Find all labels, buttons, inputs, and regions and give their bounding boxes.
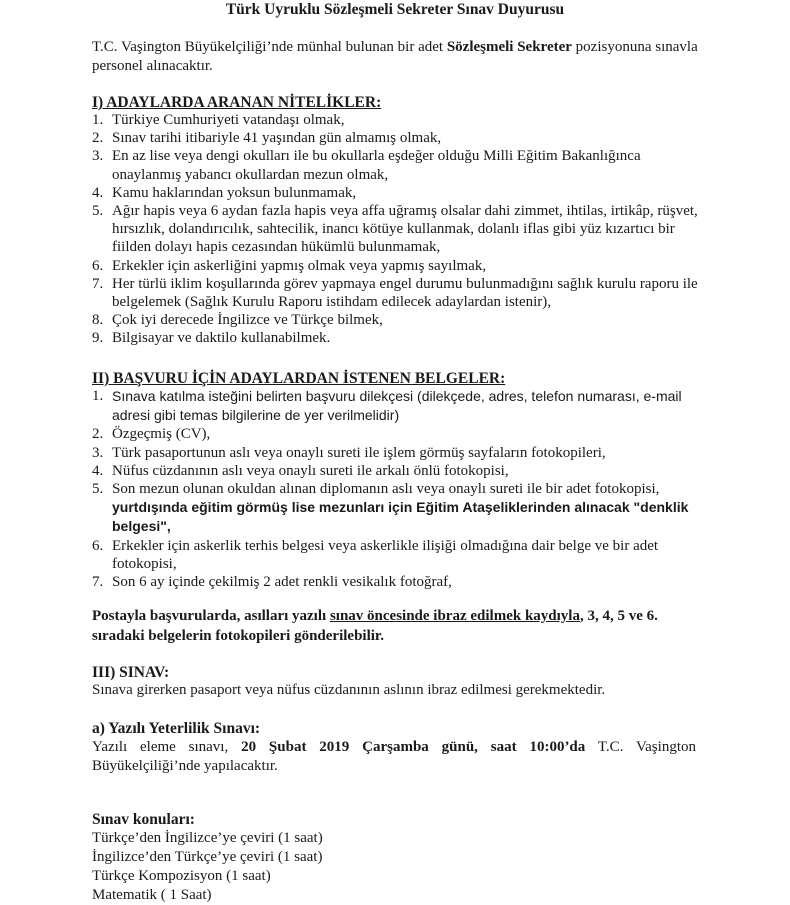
topic-item: Türkçe’den İngilizce’ye çeviri (1 saat) — [92, 830, 323, 846]
intro-paragraph — [92, 38, 712, 76]
topics-heading: Sınav konuları: — [92, 811, 195, 828]
list-item: 6. Erkekler için askerliğini yapmış olmak veya yapmış sayılmak, — [92, 257, 487, 274]
list-item: 1. Sınava katılma isteğini belirten başvuru dilekçesi (dilekçede, adres, telefon numarası, e-mail adresi gibi temas bilgilerine de yer verilmelidir) — [92, 388, 682, 424]
topic-item: Türkçe Kompozisyon (1 saat) — [92, 868, 271, 884]
document-title: Türk Uyruklu Sözleşmeli Sekreter Sınav Duyurusu — [225, 1, 565, 18]
exam-date: 20 Şubat 2019 Çarşamba günü, saat 10:00’da — [241, 739, 586, 755]
note-underlined: sınav öncesinde ibraz edilmek kaydıyla — [329, 608, 580, 624]
intro-position: Sözleşmeli Sekreter — [446, 39, 572, 55]
list-item: 2. Sınav tarihi itibariyle 41 yaşından gün almamış olmak, — [92, 130, 442, 147]
list-item: 4. Nüfus cüzdanının aslı veya onaylı sureti ile arkalı önlü fotokopisi, — [92, 462, 509, 479]
intro-after: pozisyonuna sınavla personel alınacaktır. — [92, 39, 698, 74]
list-item: 6. Erkekler için askerlik terhis belgesi veya askerlikle ilişiği olmadığına dair belge ve bir adet fotokopisi, — [92, 537, 659, 572]
section1-heading: I) ADAYLARDA ARANAN NİTELİKLER: — [92, 94, 382, 111]
list-item: 3. En az lise veya dengi okulları ile bu okullarla eşdeğer olduğu Milli Eğitim Bakanlığınca onaylanmış yabancı okullardan mezun olmak, — [92, 148, 641, 183]
written-exam-text: Yazılı eleme sınavı, 20 Şubat 2019 Çarşamba günü, saat 10:00’da T.C. Vaşington Büyükelçiliği’nde yapılacaktır. — [92, 739, 696, 774]
exam-topics — [92, 810, 323, 905]
list-item: 3. Türk pasaportunun aslı veya onaylı sureti ile işlem görmüş sayfaların fotokopileri, — [92, 444, 606, 461]
list-item: 5. Son mezun olunan okuldan alınan diplomanın aslı veya onaylı sureti ile bir adet fotokopisi, yurtdışında eğitim görmüş lise mezunları için Eğitim Ataşeliklerinden alınacak "denklik belgesi", — [92, 481, 689, 535]
section2-heading: II) BAŞVURU İÇİN ADAYLARDAN İSTENEN BELGELER: — [92, 370, 506, 387]
topic-item: Matematik ( 1 Saat) — [92, 887, 212, 903]
topic-item: İngilizce’den Türkçe’ye çeviri (1 saat) — [92, 849, 323, 865]
list-item: 5. Ağır hapis veya 6 aydan fazla hapis veya affa uğramış olsalar dahi zimmet, ihtilas, irtikâp, rüşvet, hırsızlık, dolandırıcılık, sahtecilik, inancı kötüye kullanmak, dolanlı iflas gibi yüz kızartıcı bir fiilden dolayı hapis cezasından hükümlü bulunmamak, — [92, 203, 698, 256]
list-item: 9. Bilgisayar ve daktilo kullanabilmek. — [92, 330, 331, 347]
documents-list — [92, 387, 712, 591]
list-item: 1. Türkiye Cumhuriyeti vatandaşı olmak, — [92, 112, 345, 128]
written-exam-heading: a) Yazılı Yeterlilik Sınavı: — [92, 720, 261, 737]
list-item: 2. Özgeçmiş (CV), — [92, 426, 211, 443]
section3-heading: III) SINAV: — [92, 664, 170, 681]
section3-text: Sınava girerken pasaport veya nüfus cüzdanının aslının ibraz edilmesi gerekmektedir. — [92, 682, 606, 698]
list-item: 7. Her türlü iklim koşullarında görev yapmaya engel durumu bulunmadığını sağlık kurulu raporu ile belgelemek (Sağlık Kurulu Raporu istihdam edilecek adaylardan istenir), — [92, 275, 698, 311]
list-item: 8. Çok iyi derecede İngilizce ve Türkçe bilmek, — [92, 312, 383, 329]
postal-note: Postayla başvurularda, asılları yazılı sınav öncesinde ibraz edilmek kaydıyla, 3, 4, 5 ve 6. sıradaki belgelerin fotokopileri gönderilebilir. — [92, 608, 658, 644]
list-item: 7. Son 6 ay içinde çekilmiş 2 adet renkli vesikalık fotoğraf, — [92, 574, 452, 591]
list-item: 4. Kamu haklarından yoksun bulunmamak, — [92, 184, 357, 201]
qualifications-list — [92, 111, 712, 348]
intro-before: T.C. Vaşington Büyükelçiliği’nde münhal bulunan bir adet — [92, 39, 447, 55]
